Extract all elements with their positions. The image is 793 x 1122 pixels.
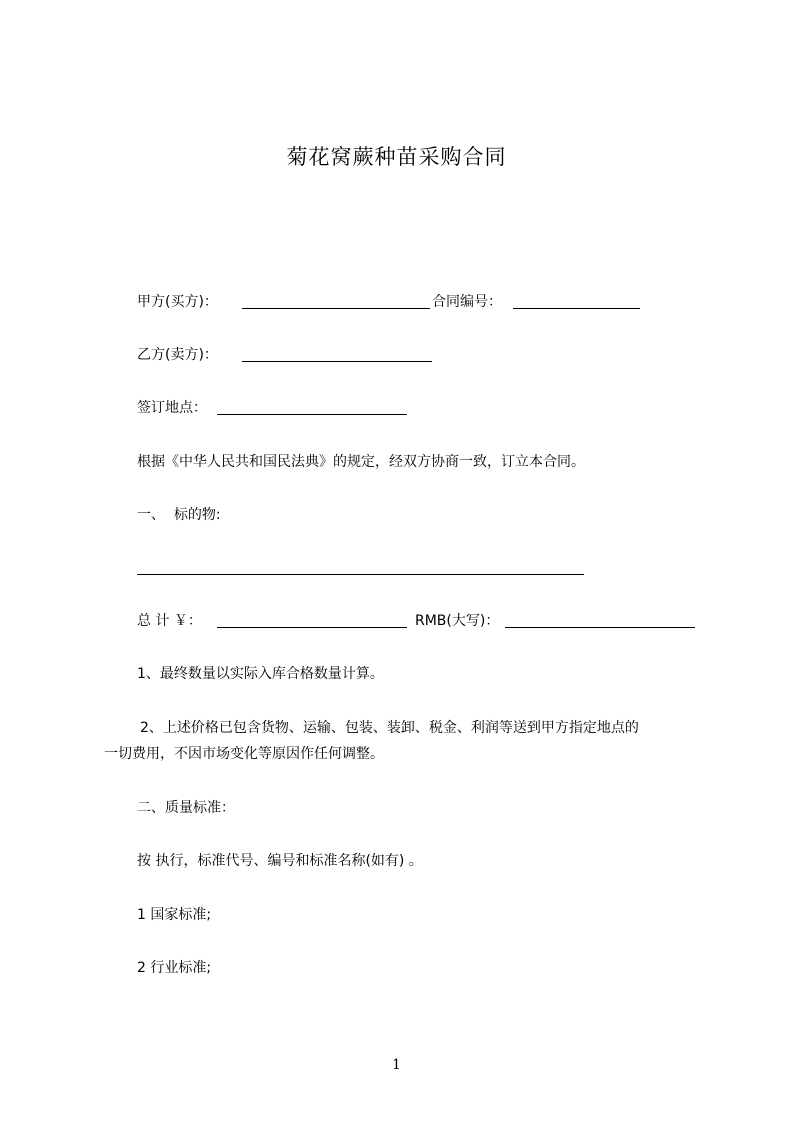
clause-item-2-line-1: 2、上述价格已包含货物、运输、包装、装卸、税金、利润等送到甲方指定地点的: [140, 720, 639, 736]
page-title: 菊花窝蕨种苗采购合同: [286, 145, 507, 169]
party-a-blank: [242, 308, 430, 309]
page-number: 1: [392, 1057, 401, 1073]
subject-matter-blank: [137, 574, 584, 575]
total-label: 总 计 ￥：: [137, 613, 202, 629]
standard-text: 按 执行，标准代号、编号和标准名称(如有) 。: [137, 853, 423, 869]
clause-item-1: 1、最终数量以实际入库合格数量计算。: [137, 666, 384, 682]
clause-item-2-line-2: 一切费用，不因市场变化等原因作任何调整。: [104, 746, 384, 762]
party-b-label: 乙方(卖方)：: [137, 347, 218, 363]
standard-item-1: 1 国家标准;: [137, 907, 212, 923]
party-a-label: 甲方(买方)：: [137, 294, 218, 310]
sign-place-label: 签订地点：: [137, 400, 207, 416]
total-blank: [217, 627, 407, 628]
contract-number-blank: [513, 308, 640, 309]
standard-item-2: 2 行业标准;: [137, 960, 212, 976]
sign-place-blank: [217, 414, 407, 415]
rmb-blank: [505, 627, 695, 628]
legal-basis-text: 根据《中华人民共和国民法典》的规定，经双方协商一致，订立本合同。: [137, 454, 585, 470]
party-b-blank: [242, 361, 432, 362]
rmb-label: RMB(大写)：: [415, 613, 500, 629]
section-1-heading: 一、 标的物:: [137, 507, 221, 523]
section-2-heading: 二、质量标准：: [137, 800, 235, 816]
contract-number-label: 合同编号：: [432, 294, 502, 310]
